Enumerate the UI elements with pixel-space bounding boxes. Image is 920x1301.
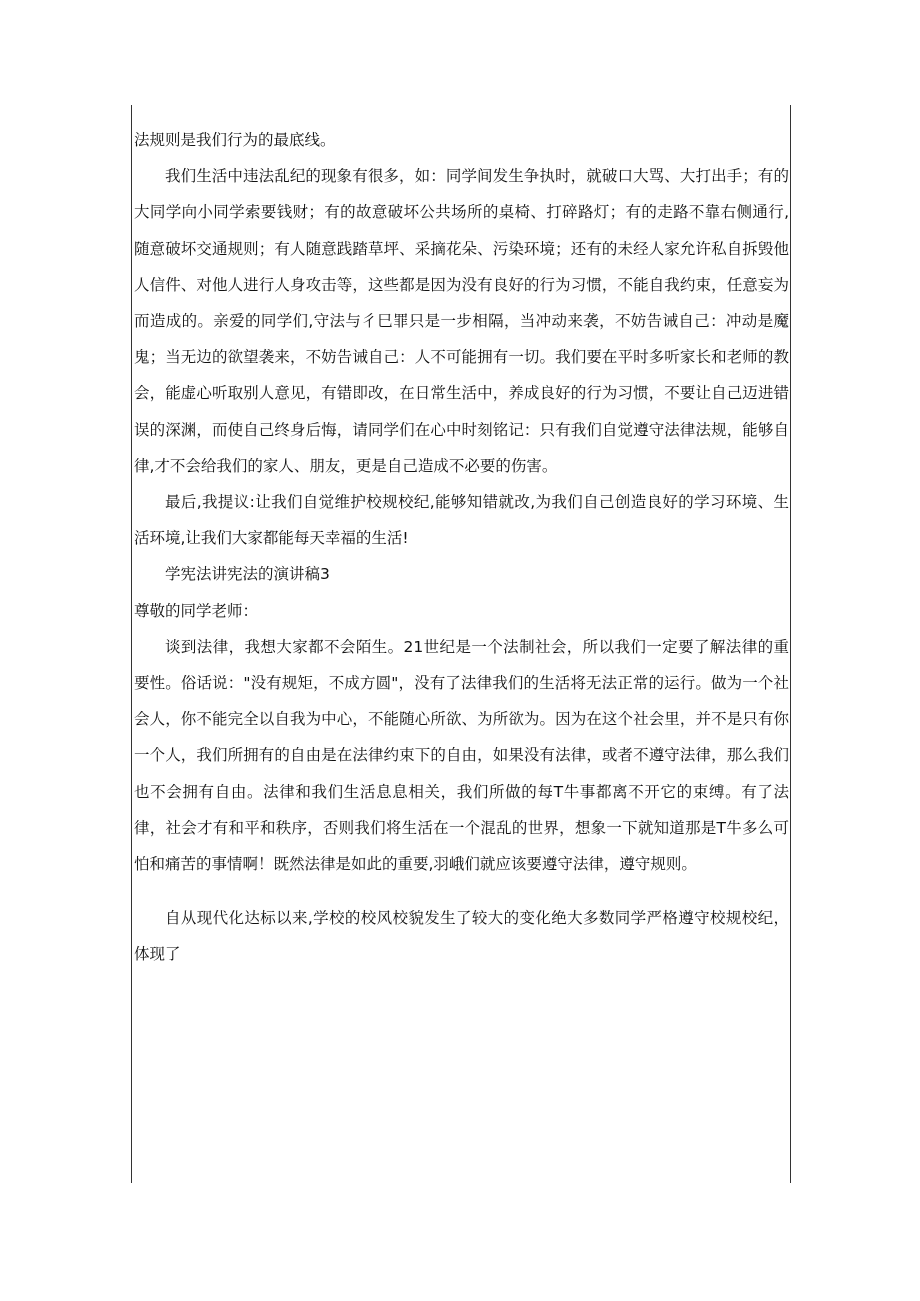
paragraph-3: 最后,我提议:让我们自觉维护校规校纪,能够知错就改,为我们自己创造良好的学习环境、生活环境,让我们大家都能每天幸福的生活! [134,493,789,548]
paragraph-1: 法规则是我们行为的最底线。 [134,131,336,149]
paragraph-7: 自从现代化达标以来,学校的校风校貌发生了较大的变化绝大多数同学严格遵守校规校纪，体现了 [134,909,789,964]
salutation: 尊敬的同学老师： [134,601,259,620]
paragraph-6: 谈到法律，我想大家都不会陌生。21世纪是一个法制社会，所以我们一定要了解法律的重要性。俗话说："没有规矩，不成方圆"，没有了法律我们的生活将无法正常的运行。做为一个社会人，你不能完全以自我为中心，不能随心所欲、为所欲为。因为在这个社会里，并不是只有你一个人，我们所拥有的自由是在法律约束下的自由，如果没有法律，或者不遵守法律，那么我们也不会拥有自由。法律和我们生活息息相关，我们所做的每T牛事都离不开它的束缚。有了法律，社会才有和平和秩序，否则我们将生活在一个混乱的世界，想象一下就知道那是T牛多么可怕和痛苦的事情啊！既然法律是如此的重要,羽峨们就应该要遵守法律，遵守规则。 [134,637,789,874]
document-body [134,122,789,973]
right-margin-rule [790,105,791,1183]
left-margin-rule [131,105,132,1183]
paragraph-2: 我们生活中违法乱纪的现象有很多，如：同学间发生争执时，就破口大骂、大打出手；有的大同学向小同学索要钱财；有的故意破坏公共场所的桌椅、打碎路灯；有的走路不靠右侧通行,随意破坏交通规则；有人随意践踏草坪、采摘花朵、污染环境；还有的未经人家允许私自拆毁他人信件、对他人进行人身攻击等，这些都是因为没有良好的行为习惯，不能自我约束，任意妄为而造成的。亲爱的同学们,守法与彳巳罪只是一步相隔，当冲动来袭，不妨告诫自己：冲动是魔鬼；当无边的欲望袭来，不妨告诫自己：人不可能拥有一切。我们要在平时多听家长和老师的教会，能虚心听取别人意见，有错即改，在日常生活中，养成良好的行为习惯，不要让自己迈进错误的深渊，而使自己终身后悔，请同学们在心中时刻铭记：只有我们自觉遵守法律法规，能够自律,才不会给我们的家人、朋友，更是自己造成不必要的伤害。 [134,167,789,475]
section-heading: 学宪法讲宪法的演讲稿3 [165,565,330,584]
